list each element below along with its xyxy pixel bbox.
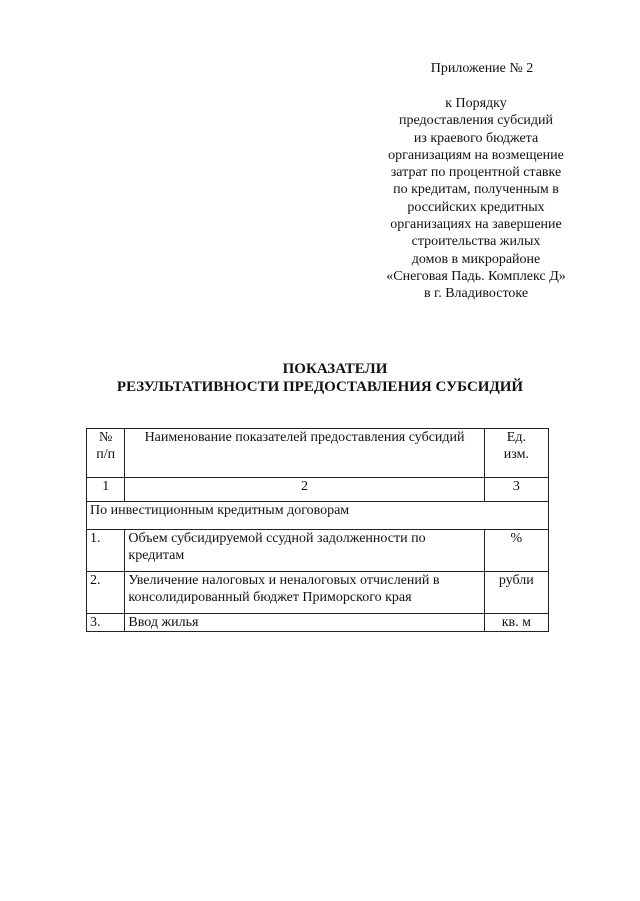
header-num-cell bbox=[87, 429, 125, 478]
appendix-line: из краевого бюджета bbox=[413, 130, 539, 146]
title-line-1: ПОКАЗАТЕЛИ bbox=[282, 361, 388, 377]
appendix-line: к Порядку bbox=[445, 96, 507, 111]
row-num: 1. bbox=[87, 530, 125, 572]
appendix-line: организациях на завершение bbox=[390, 217, 562, 233]
appendix-line: организациям на возмещение bbox=[388, 147, 564, 163]
table-header-row bbox=[87, 429, 549, 478]
appendix-line: российских кредитных bbox=[407, 199, 545, 215]
table-row bbox=[87, 572, 549, 614]
appendix-line: домов в микрорайоне bbox=[411, 251, 541, 267]
appendix-line: «Снеговая Падь. Комплекс Д» bbox=[386, 268, 566, 284]
header-unit-line2: изм. bbox=[503, 447, 529, 462]
column-number: 3 bbox=[484, 478, 548, 502]
column-number: 2 bbox=[125, 478, 484, 502]
section-label: По инвестиционным кредитным договорам bbox=[87, 502, 549, 530]
table-row bbox=[87, 530, 549, 572]
row-unit: % bbox=[484, 530, 548, 572]
header-name-cell: Наименование показателей предоставления субсидий bbox=[125, 429, 484, 478]
document-title bbox=[0, 360, 640, 396]
header-num-line2: п/п bbox=[96, 447, 116, 462]
column-number: 1 bbox=[87, 478, 125, 502]
indicators-table bbox=[86, 428, 549, 632]
table-row bbox=[87, 614, 549, 632]
row-unit: рубли bbox=[484, 572, 548, 614]
appendix-line: строительства жилых bbox=[411, 234, 541, 250]
row-name: Объем субсидируемой ссудной задолженности по кредитам bbox=[125, 530, 484, 572]
header-num-line1: № bbox=[99, 430, 113, 445]
appendix-line: в г. Владивостоке bbox=[423, 286, 529, 302]
header-unit-cell bbox=[484, 429, 548, 478]
appendix-label: Приложение № 2 bbox=[430, 61, 534, 76]
appendix-line: по кредитам, полученным в bbox=[393, 182, 559, 198]
section-row bbox=[87, 502, 549, 530]
appendix-description bbox=[370, 95, 582, 303]
row-name: Увеличение налоговых и неналоговых отчислений в консолидированный бюджет Приморского края bbox=[125, 572, 484, 614]
header-unit-line1: Ед. bbox=[506, 430, 526, 445]
row-name: Ввод жилья bbox=[125, 614, 484, 632]
column-number-row bbox=[87, 478, 549, 502]
row-num: 2. bbox=[87, 572, 125, 614]
title-line-2: РЕЗУЛЬТАТИВНОСТИ ПРЕДОСТАВЛЕНИЯ СУБСИДИЙ bbox=[116, 379, 524, 395]
appendix-line: затрат по процентной ставке bbox=[390, 165, 562, 181]
appendix-line: предоставления субсидий bbox=[398, 113, 554, 129]
row-unit: кв. м bbox=[484, 614, 548, 632]
row-num: 3. bbox=[87, 614, 125, 632]
